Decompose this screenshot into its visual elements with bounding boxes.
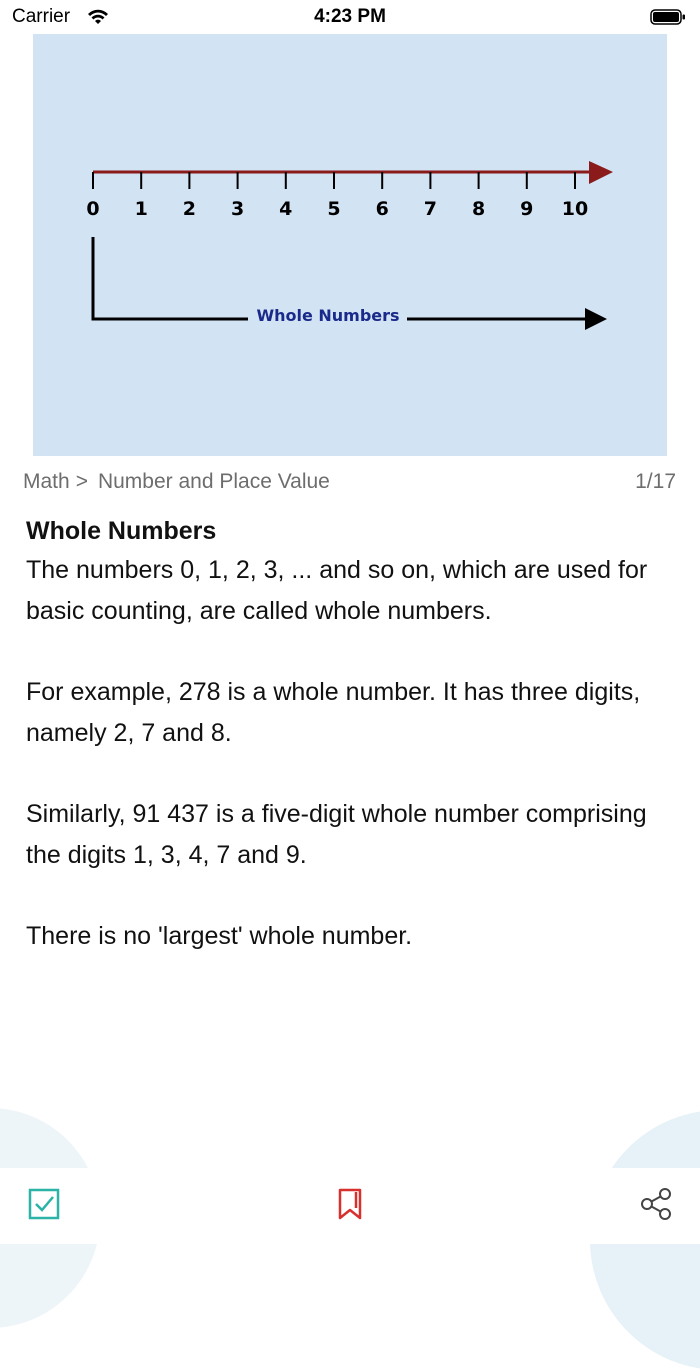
mark-complete-button[interactable] xyxy=(26,1186,62,1222)
tick-label: 7 xyxy=(423,198,438,220)
lesson-content xyxy=(26,512,676,997)
bottom-toolbar xyxy=(0,1168,700,1244)
status-bar xyxy=(0,0,700,34)
bookmark-button[interactable] xyxy=(332,1186,368,1222)
tick-group xyxy=(93,172,575,189)
tick-label: 9 xyxy=(520,198,534,220)
tick-label-group xyxy=(86,198,588,220)
bookmark-icon xyxy=(332,1186,368,1222)
tick-label: 4 xyxy=(279,198,293,220)
lesson-paragraph-4: There is no 'largest' whole number. xyxy=(26,922,413,950)
whole-numbers-label: Whole Numbers xyxy=(256,306,400,325)
number-line-arrowhead xyxy=(589,161,613,184)
breadcrumb-topic[interactable]: Number and Place Value xyxy=(97,470,330,493)
battery-icon xyxy=(650,8,686,26)
breadcrumb xyxy=(23,470,330,494)
breadcrumb-subject[interactable]: Math xyxy=(23,470,70,493)
carrier-label: Carrier xyxy=(12,6,71,27)
checkbox-icon xyxy=(26,1186,62,1222)
lesson-paragraph-1: The numbers 0, 1, 2, 3, ... and so on, which are used for basic counting, are called whole numbers. xyxy=(26,556,648,625)
lesson-paragraph-2: For example, 278 is a whole number. It has three digits, namely 2, 7 and 8. xyxy=(26,678,641,747)
tick-label: 2 xyxy=(182,198,197,220)
tick-label: 3 xyxy=(230,198,245,220)
tick-label: 0 xyxy=(86,198,100,220)
lesson-title: Whole Numbers xyxy=(26,517,217,545)
share-button[interactable] xyxy=(638,1186,674,1222)
share-icon xyxy=(638,1186,674,1222)
tick-label: 8 xyxy=(471,198,486,220)
arrow-head xyxy=(585,308,607,330)
lesson-paragraph-3: Similarly, 91 437 is a five-digit whole number comprising the digits 1, 3, 4, 7 and 9. xyxy=(26,800,647,869)
page-counter: 1/17 xyxy=(635,470,676,493)
number-line-diagram xyxy=(33,34,667,456)
tick-label: 10 xyxy=(561,198,589,220)
tick-label: 5 xyxy=(327,198,341,220)
breadcrumb-separator: > xyxy=(75,470,88,493)
tick-label: 6 xyxy=(375,198,389,220)
clock: 4:23 PM xyxy=(314,6,386,27)
lesson-illustration xyxy=(33,34,667,456)
tick-label: 1 xyxy=(134,198,148,220)
